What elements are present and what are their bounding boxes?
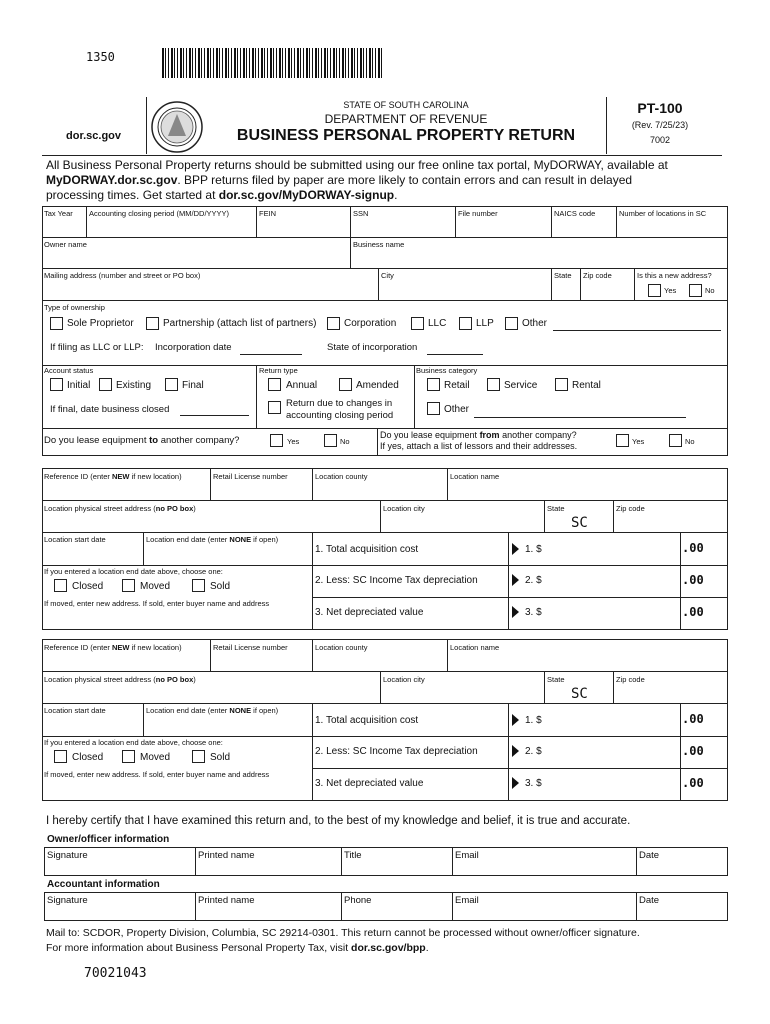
depreciation-cents: .00 <box>682 744 704 758</box>
location-state-label: State <box>547 504 565 513</box>
retail-license-field[interactable]: Retail License number <box>213 643 288 652</box>
depreciation-label: 2. Less: SC Income Tax depreciation <box>315 746 478 757</box>
state-name: STATE OF SOUTH CAROLINA <box>343 100 469 110</box>
depreciation-input[interactable]: 2. $ <box>525 746 542 757</box>
intro-text: All Business Personal Property returns should be submitted using our free online tax portal, MyDORWAY, available at MyDORWAY.dor.sc.gov. BPP returns filed by paper are more likely to contain errors and can result in delayed processing times. Get started at dor.sc.gov/MyDORWAY-signup. <box>46 158 668 202</box>
accounting-change-checkbox[interactable] <box>268 401 281 414</box>
moved-checkbox[interactable] <box>122 579 135 592</box>
final-date-input[interactable] <box>180 415 249 416</box>
accountant-date-field[interactable]: Date <box>639 895 660 906</box>
llc-note: If filing as LLC or LLP: <box>50 342 144 353</box>
file-number-field[interactable]: File number <box>458 209 498 218</box>
other-category-input[interactable] <box>474 417 686 418</box>
lease-from-yes-label: Yes <box>632 437 645 446</box>
net-value-cents: .00 <box>682 776 704 790</box>
location-zip-field[interactable]: Zip code <box>616 675 645 684</box>
form-scan-code: 1350 <box>86 50 115 64</box>
corporation-label: Corporation <box>344 318 397 329</box>
amended-label: Amended <box>356 380 399 391</box>
net-value-cents: .00 <box>682 605 704 619</box>
sole-proprietor-label: Sole Proprietor <box>67 318 134 329</box>
form-footer-code: 70021043 <box>84 966 147 981</box>
arrow-right-icon <box>512 745 519 757</box>
existing-checkbox[interactable] <box>99 378 112 391</box>
owner-email-field[interactable]: Email <box>455 850 479 861</box>
acquisition-cost-label: 1. Total acquisition cost <box>315 715 419 726</box>
mailing-address-field[interactable]: Mailing address (number and street or PO box) <box>44 271 201 280</box>
net-value-input[interactable]: 3. $ <box>525 607 542 618</box>
fein-field[interactable]: FEIN <box>259 209 277 218</box>
zip-field[interactable]: Zip code <box>583 271 612 280</box>
net-value-input[interactable]: 3. $ <box>525 778 542 789</box>
business-category-label: Business category <box>416 366 478 375</box>
lease-from-yes-checkbox[interactable] <box>616 434 629 447</box>
llc-label: LLC <box>428 318 447 329</box>
accountant-email-field[interactable]: Email <box>455 895 479 906</box>
moved-checkbox[interactable] <box>122 750 135 763</box>
depreciation-label: 2. Less: SC Income Tax depreciation <box>315 575 478 586</box>
locations-count-field[interactable]: Number of locations in SC <box>619 209 707 218</box>
more-info: For more information about Business Personal Property Tax, visit dor.sc.gov/bpp. <box>46 942 429 954</box>
arrow-right-icon <box>512 574 519 586</box>
accountant-signature-field[interactable]: Signature <box>47 895 88 906</box>
sold-label: Sold <box>210 581 231 592</box>
accountant-printed-name-field[interactable]: Printed name <box>198 895 255 906</box>
acquisition-cost-input[interactable]: 1. $ <box>525 715 542 726</box>
location-end-field[interactable]: Location end date (enter NONE if open) <box>146 535 279 544</box>
location-city-field[interactable]: Location city <box>383 504 425 513</box>
llc-checkbox[interactable] <box>411 317 424 330</box>
closed-checkbox[interactable] <box>54 579 67 592</box>
lease-to-no-checkbox[interactable] <box>324 434 337 447</box>
owner-title-field[interactable]: Title <box>344 850 362 861</box>
llp-label: LLP <box>476 318 494 329</box>
annual-checkbox[interactable] <box>268 378 281 391</box>
new-address-label: Is this a new address? <box>637 271 712 280</box>
moved-label: Moved <box>140 752 171 763</box>
net-value-label: 3. Net depreciated value <box>315 778 424 789</box>
partnership-label: Partnership (attach list of partners) <box>163 318 317 329</box>
amended-checkbox[interactable] <box>339 378 352 391</box>
arrow-right-icon <box>512 714 519 726</box>
new-address-yes-checkbox[interactable] <box>648 284 661 297</box>
location-state-label: State <box>547 675 565 684</box>
lease-from-no-label: No <box>685 437 695 446</box>
other-ownership-label: Other <box>522 318 548 329</box>
location-zip-field[interactable]: Zip code <box>616 504 645 513</box>
llp-checkbox[interactable] <box>459 317 472 330</box>
owner-printed-name-field[interactable]: Printed name <box>198 850 255 861</box>
moved-sold-address-field[interactable]: If moved, enter new address. If sold, enter buyer name and address <box>44 599 270 608</box>
rental-checkbox[interactable] <box>555 378 568 391</box>
return-type-label: Return type <box>259 366 298 375</box>
acquisition-cost-cents: .00 <box>682 541 704 555</box>
final-checkbox[interactable] <box>165 378 178 391</box>
rental-label: Rental <box>572 380 601 391</box>
end-choice-label: If you entered a location end date above, choose one: <box>44 567 223 576</box>
certification-statement: I hereby certify that I have examined this return and, to the best of my knowledge and belief, it is true and accurate. <box>46 815 631 827</box>
page-title: BUSINESS PERSONAL PROPERTY RETURN <box>236 127 576 144</box>
closed-label: Closed <box>72 581 104 592</box>
location-state-value: SC <box>571 515 588 531</box>
location-start-field[interactable]: Location start date <box>44 535 106 544</box>
end-choice-label: If you entered a location end date above, choose one: <box>44 738 223 747</box>
final-label: Final <box>182 380 204 391</box>
initial-label: Initial <box>67 380 91 391</box>
revision: (Rev. 7/25/23) <box>631 120 689 130</box>
owner-info-heading: Owner/officer information <box>47 834 170 845</box>
acquisition-cost-label: 1. Total acquisition cost <box>315 544 419 555</box>
arrow-right-icon <box>512 543 519 555</box>
acquisition-cost-input[interactable]: 1. $ <box>525 544 542 555</box>
sold-checkbox[interactable] <box>192 750 205 763</box>
acquisition-cost-cents: .00 <box>682 712 704 726</box>
accounting-period-field[interactable]: Accounting closing period (MM/DD/YYYY) <box>89 209 230 218</box>
owner-date-field[interactable]: Date <box>639 850 660 861</box>
lease-to-yes-label: Yes <box>287 437 300 446</box>
moved-sold-address-field[interactable]: If moved, enter new address. If sold, enter buyer name and address <box>44 770 270 779</box>
retail-license-field[interactable]: Retail License number <box>213 472 288 481</box>
naics-field[interactable]: NAICS code <box>554 209 596 218</box>
city-field[interactable]: City <box>381 271 394 280</box>
location-state-value: SC <box>571 686 588 702</box>
location-start-field[interactable]: Location start date <box>44 706 106 715</box>
dept-name: DEPARTMENT OF REVENUE <box>324 112 488 126</box>
tax-year-field[interactable]: Tax Year <box>44 209 73 218</box>
owner-signature-field[interactable]: Signature <box>47 850 88 861</box>
mail-instructions: Mail to: SCDOR, Property Division, Columbia, SC 29214-0301. This return cannot be processed without owner/officer signature. <box>46 927 640 939</box>
form-id: PT-100 <box>637 100 683 116</box>
location-end-field[interactable]: Location end date (enter NONE if open) <box>146 706 279 715</box>
location-name-field[interactable]: Location name <box>450 472 500 481</box>
lease-to-question: Do you lease equipment to another company? <box>44 435 240 446</box>
state-field[interactable]: State <box>554 271 572 280</box>
closed-checkbox[interactable] <box>54 750 67 763</box>
closed-label: Closed <box>72 752 104 763</box>
service-label: Service <box>504 380 538 391</box>
business-name-field[interactable]: Business name <box>353 240 405 249</box>
new-address-no-checkbox[interactable] <box>689 284 702 297</box>
new-address-no-label: No <box>705 286 715 295</box>
depreciation-cents: .00 <box>682 573 704 587</box>
barcode <box>162 48 382 78</box>
corporation-checkbox[interactable] <box>327 317 340 330</box>
net-value-label: 3. Net depreciated value <box>315 607 424 618</box>
ownership-label: Type of ownership <box>44 303 105 312</box>
other-category-label: Other <box>444 404 470 415</box>
reference-id-field[interactable]: Reference ID (enter NEW if new location) <box>44 643 182 652</box>
moved-label: Moved <box>140 581 171 592</box>
final-date-label: If final, date business closed <box>50 404 170 415</box>
incorporation-state-input[interactable] <box>427 354 483 355</box>
lease-to-yes-checkbox[interactable] <box>270 434 283 447</box>
sole-proprietor-checkbox[interactable] <box>50 317 63 330</box>
accountant-info-heading: Accountant information <box>47 879 160 890</box>
lease-from-question: Do you lease equipment from another company? If yes, attach a list of lessors and their addresses. <box>380 430 578 451</box>
annual-label: Annual <box>286 380 318 391</box>
other-ownership-checkbox[interactable] <box>505 317 518 330</box>
account-status-label: Account status <box>44 366 94 375</box>
location-county-field[interactable]: Location county <box>315 472 368 481</box>
new-address-yes-label: Yes <box>664 286 677 295</box>
partnership-checkbox[interactable] <box>146 317 159 330</box>
retail-checkbox[interactable] <box>427 378 440 391</box>
ssn-field[interactable]: SSN <box>353 209 369 218</box>
sold-checkbox[interactable] <box>192 579 205 592</box>
sold-label: Sold <box>210 752 231 763</box>
accounting-change-label: Return due to changes in accounting closing period <box>286 398 394 421</box>
incorporation-state-label: State of incorporation <box>327 342 418 353</box>
street-address-field[interactable]: Location physical street address (no PO box) <box>44 675 196 684</box>
state-seal-icon <box>150 100 204 154</box>
incorporation-date-label: Incorporation date <box>155 342 232 353</box>
accountant-phone-field[interactable]: Phone <box>344 895 372 906</box>
other-category-checkbox[interactable] <box>427 402 440 415</box>
location-city-field[interactable]: Location city <box>383 675 425 684</box>
form-number: 7002 <box>649 135 671 145</box>
site-url: dor.sc.gov <box>66 130 122 142</box>
arrow-right-icon <box>512 606 519 618</box>
lease-from-no-checkbox[interactable] <box>669 434 682 447</box>
existing-label: Existing <box>116 380 152 391</box>
service-checkbox[interactable] <box>487 378 500 391</box>
other-ownership-input[interactable] <box>553 330 721 331</box>
incorporation-date-input[interactable] <box>240 354 302 355</box>
owner-name-field[interactable]: Owner name <box>44 240 87 249</box>
depreciation-input[interactable]: 2. $ <box>525 575 542 586</box>
arrow-right-icon <box>512 777 519 789</box>
initial-checkbox[interactable] <box>50 378 63 391</box>
reference-id-field[interactable]: Reference ID (enter NEW if new location) <box>44 472 182 481</box>
location-name-field[interactable]: Location name <box>450 643 500 652</box>
retail-label: Retail <box>444 380 470 391</box>
lease-to-no-label: No <box>340 437 350 446</box>
street-address-field[interactable]: Location physical street address (no PO box) <box>44 504 196 513</box>
location-county-field[interactable]: Location county <box>315 643 368 652</box>
